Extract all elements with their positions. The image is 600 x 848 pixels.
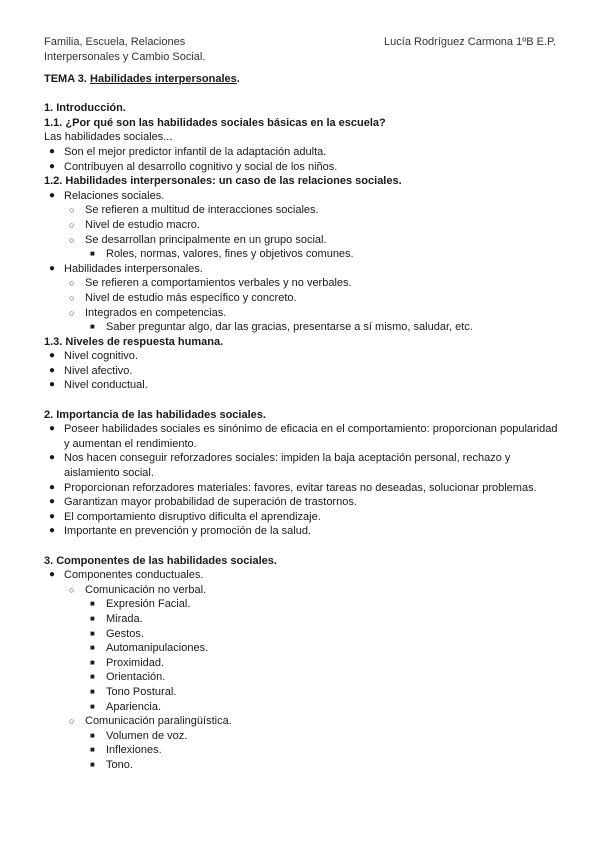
disc-bullet-icon: ● xyxy=(49,452,56,464)
list-item-text: Volumen de voz. xyxy=(106,729,188,742)
list-item-text: Nivel conductual. xyxy=(64,379,148,392)
section-2-heading: 2. Importancia de las habilidades sociales. xyxy=(44,408,266,421)
list-item xyxy=(44,233,564,248)
square-bullet-icon: ■ xyxy=(90,672,95,682)
list-item-text: Se desarrollan principalmente en un grupo social. xyxy=(85,233,327,246)
section-1-heading: 1. Introducción. xyxy=(44,102,126,115)
list-item xyxy=(44,700,564,715)
list-item-text: Saber preguntar algo, dar las gracias, presentarse a sí mismo, saludar, etc. xyxy=(106,321,473,334)
list-item xyxy=(44,349,564,364)
list-item-text: Nivel afectivo. xyxy=(64,364,133,377)
circle-bullet-icon: ○ xyxy=(69,234,75,245)
square-bullet-icon: ■ xyxy=(90,745,95,755)
list-item xyxy=(44,364,564,379)
list-item-text: Inflexiones. xyxy=(106,744,162,757)
square-bullet-icon: ■ xyxy=(90,730,95,740)
list-item-text: Automanipulaciones. xyxy=(106,642,209,655)
square-bullet-icon: ■ xyxy=(90,599,95,609)
list-item-text: Se refieren a comportamientos verbales y no verbales. xyxy=(85,277,352,290)
disc-bullet-icon: ● xyxy=(49,350,56,362)
list-item xyxy=(44,247,564,262)
list-item-text: Gestos. xyxy=(106,627,144,640)
list-item-text: Proporcionan reforzadores materiales: favores, evitar tareas no deseadas, solucionar problemas. xyxy=(64,481,537,494)
disc-bullet-icon: ● xyxy=(49,569,56,581)
list-item-text: El comportamiento disruptivo dificulta el aprendizaje. xyxy=(64,510,321,523)
list-item-text: Comunicación no verbal. xyxy=(85,583,207,596)
list-item-text: Poseer habilidades sociales es sinónimo de eficacia en el comportamiento: proporcionan popularidad y aumentan el rendimiento. xyxy=(64,423,558,450)
list-item xyxy=(44,378,564,393)
square-bullet-icon: ■ xyxy=(90,686,95,696)
subsection-1-2-heading: 1.2. Habilidades interpersonales: un caso de las relaciones sociales. xyxy=(44,175,402,188)
list-item-text: Nivel cognitivo. xyxy=(64,350,138,363)
list-item xyxy=(44,714,564,729)
list-item xyxy=(44,597,564,612)
list-item-text: Son el mejor predictor infantil de la adaptación adulta. xyxy=(64,145,327,158)
list-item-text: Nivel de estudio más específico y concreto. xyxy=(85,291,297,304)
list-item xyxy=(44,160,564,175)
list-item xyxy=(44,203,564,218)
list-item xyxy=(44,627,564,642)
header-author: Lucía Rodríguez Carmona 1ºB E.P. xyxy=(384,36,556,48)
spacer xyxy=(44,539,564,554)
circle-bullet-icon: ○ xyxy=(69,292,75,303)
list-item-text: Mirada. xyxy=(106,612,143,625)
list-item xyxy=(44,218,564,233)
list-item-text: Orientación. xyxy=(106,671,166,684)
list-item-text: Roles, normas, valores, fines y objetivos comunes. xyxy=(106,248,354,261)
list-item-text: Apariencia. xyxy=(106,700,162,713)
list-item-text: Garantizan mayor probabilidad de superación de trastornos. xyxy=(64,496,357,509)
list-item xyxy=(44,641,564,656)
square-bullet-icon: ■ xyxy=(90,643,95,653)
subsection-1-1-heading: 1.1. ¿Por qué son las habilidades sociales básicas en la escuela? xyxy=(44,116,386,129)
header-course-line2: Interpersonales y Cambio Social. xyxy=(44,51,206,63)
square-bullet-icon: ■ xyxy=(90,657,95,667)
circle-bullet-icon: ○ xyxy=(69,205,75,216)
list-item xyxy=(44,276,564,291)
section-3-heading: 3. Componentes de las habilidades sociales. xyxy=(44,554,277,567)
list-item xyxy=(44,306,564,321)
circle-bullet-icon: ○ xyxy=(69,219,75,230)
list-item-text: Nos hacen conseguir reforzadores sociales: impiden la baja aceptación personal, rechazo y aislamiento social. xyxy=(64,452,511,480)
list-item xyxy=(44,612,564,627)
list-item-text: Relaciones sociales. xyxy=(64,189,165,202)
list-item-text: Importante en prevención y promoción de la salud. xyxy=(64,525,312,538)
header-course-line1: Familia, Escuela, Relaciones xyxy=(44,36,186,48)
square-bullet-icon: ■ xyxy=(90,613,95,623)
list-item-text: Integrados en competencias. xyxy=(85,306,227,319)
square-bullet-icon: ■ xyxy=(90,322,95,332)
list-item xyxy=(44,758,564,773)
list-item xyxy=(44,145,564,160)
disc-bullet-icon: ● xyxy=(49,525,56,537)
list-item-text: Componentes conductuales. xyxy=(64,569,204,582)
list-item xyxy=(44,495,564,510)
circle-bullet-icon: ○ xyxy=(69,307,75,318)
list-item xyxy=(44,451,564,480)
list-item-text: Contribuyen al desarrollo cognitivo y social de los niños. xyxy=(64,160,338,173)
list-item-text: Comunicación paralingüística. xyxy=(85,715,232,728)
square-bullet-icon: ■ xyxy=(90,628,95,638)
list-item xyxy=(44,656,564,671)
spacer xyxy=(44,87,564,102)
list-item-text: Se refieren a multitud de interacciones sociales. xyxy=(85,204,319,217)
square-bullet-icon: ■ xyxy=(90,701,95,711)
title-prefix: TEMA 3. xyxy=(44,73,91,85)
list-item xyxy=(44,583,564,598)
list-item-text: Tono Postural. xyxy=(106,685,177,698)
list-item xyxy=(44,670,564,685)
disc-bullet-icon: ● xyxy=(49,481,56,493)
list-item xyxy=(44,422,564,451)
disc-bullet-icon: ● xyxy=(49,364,56,376)
subsection-1-3-heading: 1.3. Niveles de respuesta humana. xyxy=(44,335,224,348)
document-title xyxy=(44,72,564,87)
disc-bullet-icon: ● xyxy=(49,189,56,201)
list-item-text: Nivel de estudio macro. xyxy=(85,218,200,231)
disc-bullet-icon: ● xyxy=(49,379,56,391)
square-bullet-icon: ■ xyxy=(90,249,95,259)
document-body xyxy=(44,72,564,773)
title-main: Habilidades interpersonales xyxy=(90,73,237,85)
square-bullet-icon: ■ xyxy=(90,759,95,769)
circle-bullet-icon: ○ xyxy=(69,584,75,595)
list-item xyxy=(44,262,564,277)
list-item-text: Expresión Facial. xyxy=(106,598,191,611)
circle-bullet-icon: ○ xyxy=(69,716,75,727)
header-course xyxy=(44,35,205,65)
circle-bullet-icon: ○ xyxy=(69,278,75,289)
list-item xyxy=(44,524,564,539)
list-item xyxy=(44,729,564,744)
list-item xyxy=(44,291,564,306)
list-item xyxy=(44,320,564,335)
disc-bullet-icon: ● xyxy=(49,262,56,274)
intro-text: Las habilidades sociales... xyxy=(44,131,173,144)
title-suffix: . xyxy=(236,73,240,85)
list-item xyxy=(44,743,564,758)
list-item xyxy=(44,481,564,496)
list-item xyxy=(44,510,564,525)
disc-bullet-icon: ● xyxy=(49,160,56,172)
list-item xyxy=(44,568,564,583)
list-item xyxy=(44,189,564,204)
list-item-text: Proximidad. xyxy=(106,656,165,669)
disc-bullet-icon: ● xyxy=(49,510,56,522)
spacer xyxy=(44,393,564,408)
disc-bullet-icon: ● xyxy=(49,496,56,508)
disc-bullet-icon: ● xyxy=(49,423,56,435)
disc-bullet-icon: ● xyxy=(49,145,56,157)
list-item xyxy=(44,685,564,700)
list-item-text: Habilidades interpersonales. xyxy=(64,262,203,275)
list-item-text: Tono. xyxy=(106,758,133,771)
